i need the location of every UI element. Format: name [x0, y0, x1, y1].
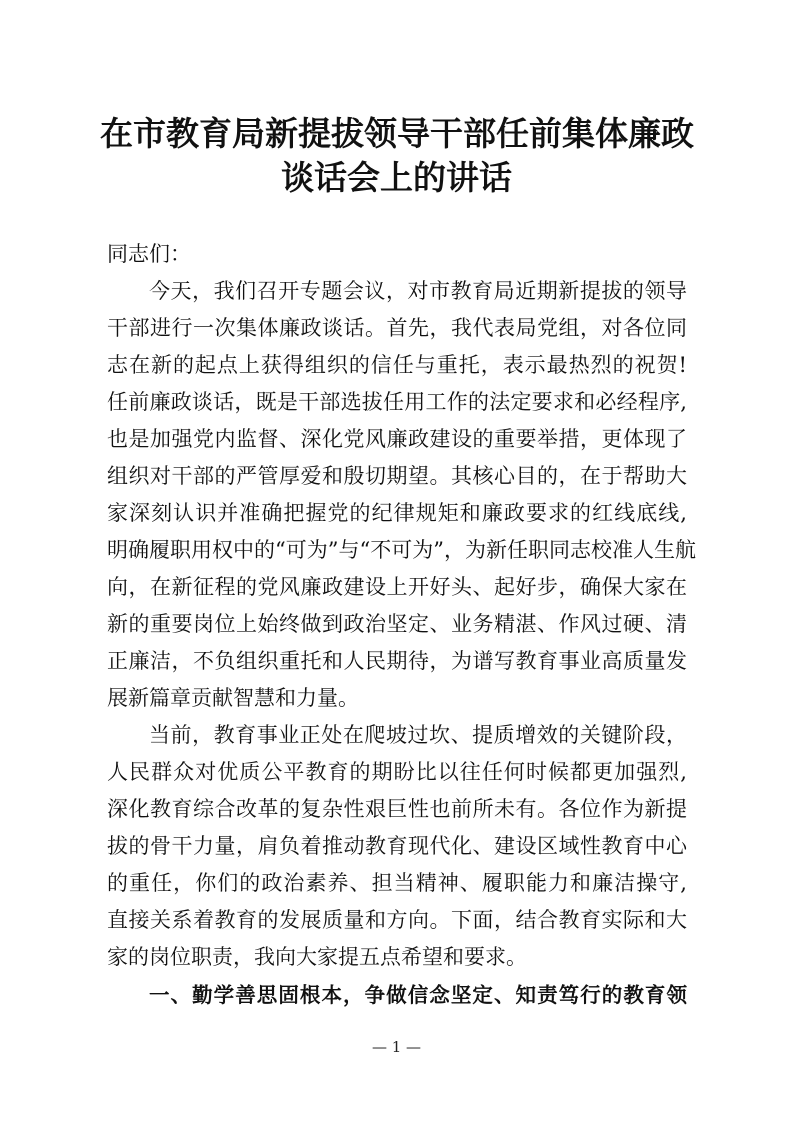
paragraph-line: 志在新的起点上获得组织的信任与重托，表示最热烈的祝贺! [107, 353, 687, 377]
paragraph-line: 今天，我们召开专题会议，对市教育局近期新提拔的领导 [149, 279, 687, 303]
paragraph-line: 直接关系着教育的发展质量和方向。下面，结合教育实际和大 [107, 908, 687, 932]
paragraph-line: 新的重要岗位上始终做到政治坚定、业务精湛、作风过硬、清 [107, 612, 687, 636]
paragraph-line: 展新篇章贡献智慧和力量。 [107, 686, 359, 710]
paragraph-line: 干部进行一次集体廉政谈话。首先，我代表局党组，对各位同 [107, 316, 687, 340]
paragraph-line: 组织对干部的严管厚爱和殷切期望。其核心目的，在于帮助大 [107, 464, 687, 488]
paragraph-line: 明确履职用权中的“可为”与“不可为”，为新任职同志校准人生航 [107, 538, 696, 562]
paragraph-line: 人民群众对优质公平教育的期盼比以往任何时候都更加强烈, [107, 760, 687, 784]
paragraph-line: 深化教育综合改革的复杂性艰巨性也前所未有。各位作为新提 [107, 797, 687, 821]
paragraph-line: 家深刻认识并准确把握党的纪律规矩和廉政要求的红线底线, [107, 501, 687, 525]
document-title-line-2: 谈话会上的讲话 [281, 158, 512, 197]
paragraph-line: 的重任，你们的政治素养、担当精神、履职能力和廉洁操守, [107, 871, 687, 895]
paragraph-line: 也是加强党内监督、深化党风廉政建设的重要举措，更体现了 [107, 427, 687, 451]
paragraph-line: 向，在新征程的党风廉政建设上开好头、起好步，确保大家在 [107, 575, 687, 599]
page-number: — 1 — [371, 1038, 422, 1056]
paragraph-line: 家的岗位职责，我向大家提五点希望和要求。 [107, 945, 527, 969]
salutation: 同志们： [107, 242, 191, 266]
paragraph-line: 拔的骨干力量，肩负着推动教育现代化、建设区域性教育中心 [107, 834, 687, 858]
section-heading-1: 一、勤学善思固根本，争做信念坚定、知责笃行的教育领 [149, 983, 687, 1007]
paragraph-line: 正廉洁，不负组织重托和人民期待，为谱写教育事业高质量发 [107, 649, 687, 673]
paragraph-line: 当前，教育事业正处在爬坡过坎、提质增效的关键阶段， [149, 723, 687, 747]
document-title-line-1: 在市教育局新提拔领导干部任前集体廉政 [100, 114, 694, 153]
paragraph-line: 任前廉政谈话，既是干部选拔任用工作的法定要求和必经程序, [107, 390, 687, 414]
